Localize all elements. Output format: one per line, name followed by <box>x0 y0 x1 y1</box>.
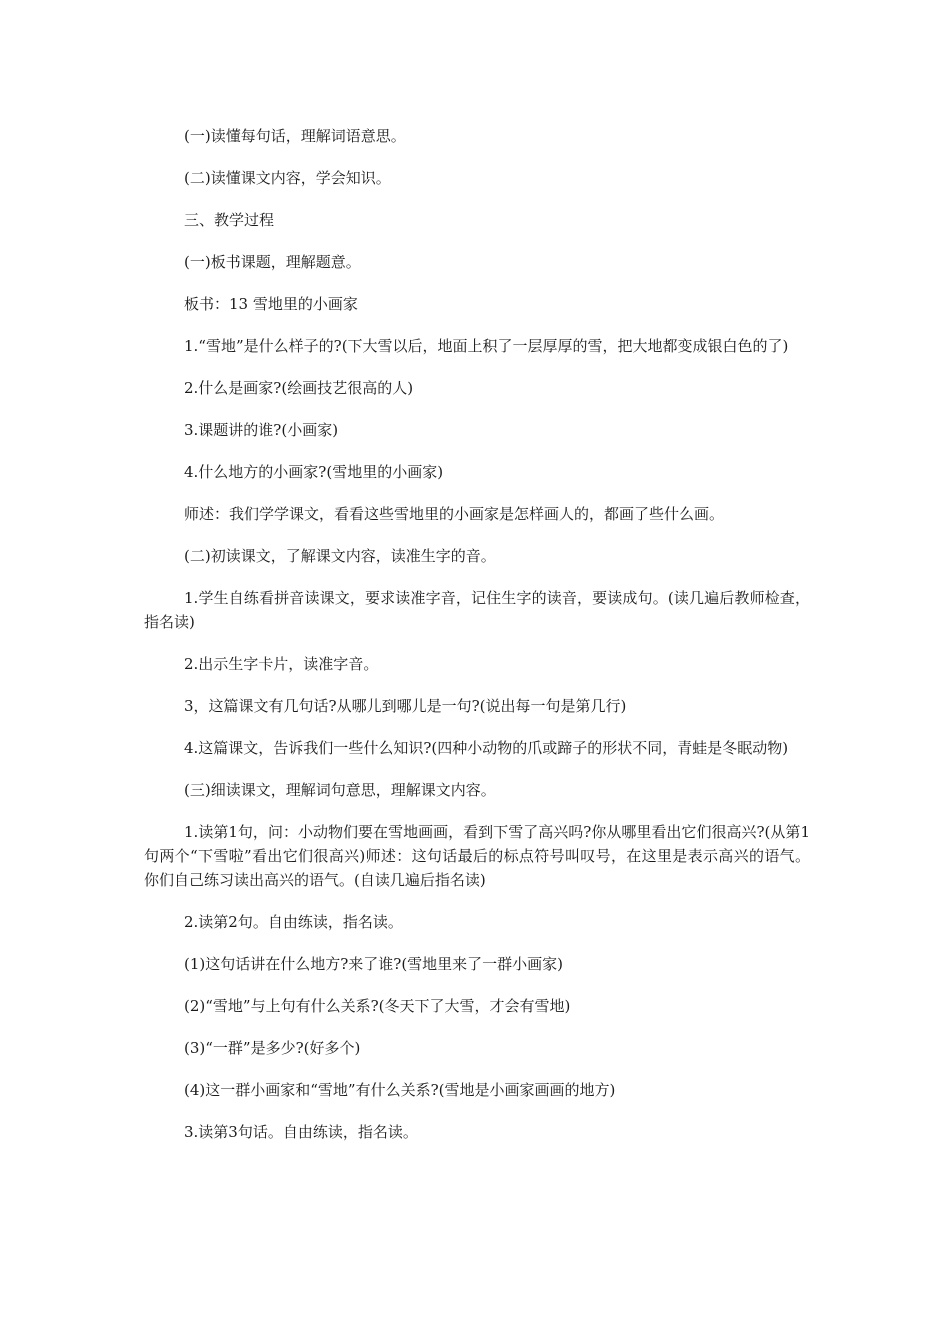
document-body <box>144 124 810 1162</box>
objective-2: (二)读懂课文内容，学会知识。 <box>184 169 391 187</box>
sub-question-4: (4)这一群小画家和“雪地”有什么关系?(雪地是小画家画画的地方) <box>184 1081 616 1099</box>
sub-question-3: (3)“一群”是多少?(好多个) <box>184 1039 361 1057</box>
sub-question-2: (2)“雪地”与上句有什么关系?(冬天下了大雪，才会有雪地) <box>184 997 571 1015</box>
step-3-item-2: 2.读第2句。自由练读，指名读。 <box>184 913 403 931</box>
step-2-item-3: 3，这篇课文有几句话?从哪儿到哪儿是一句?(说出每一句是第几行) <box>184 697 627 715</box>
teacher-narration: 师述：我们学学课文，看看这些雪地里的小画家是怎样画人的，都画了些什么画。 <box>184 505 725 523</box>
step-3-heading: (三)细读课文，理解词句意思，理解课文内容。 <box>184 781 496 799</box>
step-2-item-2: 2.出示生字卡片，读准字音。 <box>184 655 379 673</box>
question-1: 1.“雪地”是什么样子的?(下大雪以后，地面上积了一层厚厚的雪，把大地都变成银白色的了) <box>184 337 789 355</box>
sub-question-1: (1)这句话讲在什么地方?来了谁?(雪地里来了一群小画家) <box>184 955 564 973</box>
step-1-heading: (一)板书课题，理解题意。 <box>184 253 361 271</box>
step-2-item-1: 1.学生自练看拼音读课文，要求读准字音，记住生字的读音，要读成句。(读几遍后教师检查，指名读) <box>144 589 810 631</box>
objective-1: (一)读懂每句话，理解词语意思。 <box>184 127 406 145</box>
question-4: 4.什么地方的小画家?(雪地里的小画家) <box>184 463 444 481</box>
step-2-heading: (二)初读课文，了解课文内容，读准生字的音。 <box>184 547 496 565</box>
step-3-item-1: 1.读第1句，问：小动物们要在雪地画画，看到下雪了高兴吗?你从哪里看出它们很高兴?(从第1句两个“下雪啦”看出它们很高兴)师述：这句话最后的标点符号叫叹号，在这里是表示高兴的语气。你们自己练习读出高兴的语气。(自读几遍后指名读) <box>144 823 810 889</box>
blackboard-title: 板书：13 雪地里的小画家 <box>184 295 358 313</box>
question-2: 2.什么是画家?(绘画技艺很高的人) <box>184 379 414 397</box>
step-3-item-3: 3.读第3句话。自由练读，指名读。 <box>184 1123 418 1141</box>
question-3: 3.课题讲的谁?(小画家) <box>184 421 339 439</box>
section-heading-teaching-process: 三、教学过程 <box>184 211 275 229</box>
step-2-item-4: 4.这篇课文，告诉我们一些什么知识?(四种小动物的爪或蹄子的形状不同，青蛙是冬眠动物) <box>184 739 789 757</box>
